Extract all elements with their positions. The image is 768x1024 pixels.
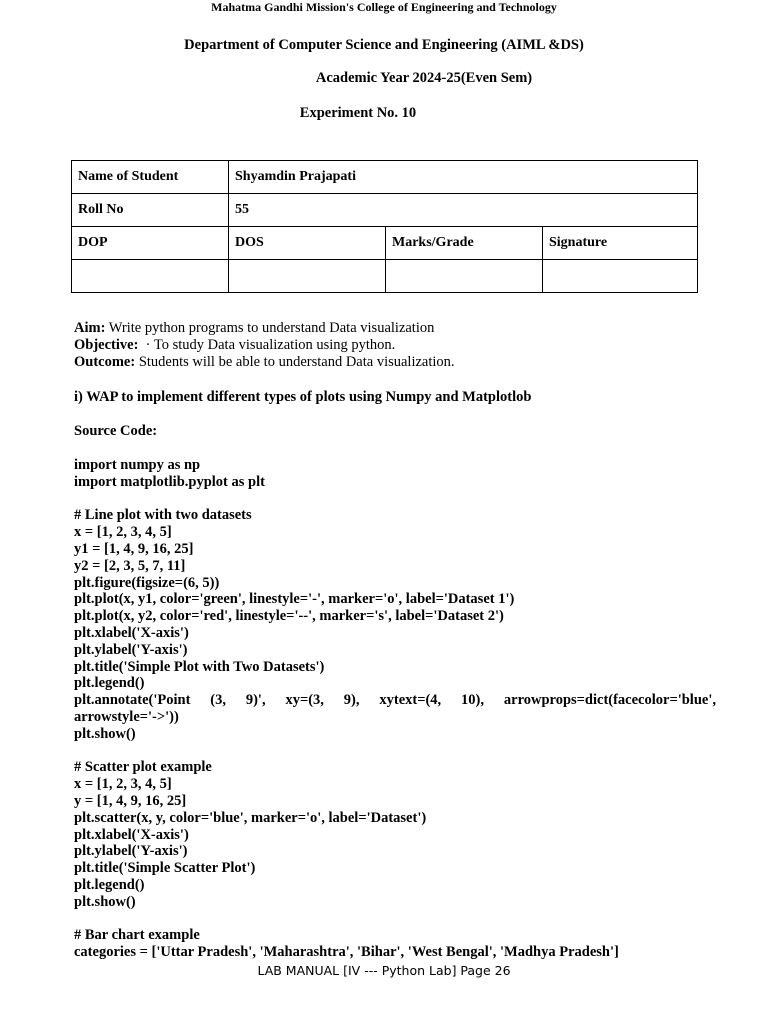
task-title: i) WAP to implement different types of plots using Numpy and Matplotlob <box>74 389 532 405</box>
table-row <box>72 194 698 227</box>
aim-line <box>74 320 724 337</box>
college-name: Mahatma Gandhi Mission's College of Engineering and Technology <box>211 0 557 14</box>
outcome-label: Outcome: <box>74 353 136 370</box>
code-line: plt.plot(x, y1, color='green', linestyle='-', marker='o', label='Dataset 1') <box>74 591 515 608</box>
intro-section <box>74 320 724 370</box>
dop-label: DOP <box>72 227 229 260</box>
code-line <box>74 743 724 760</box>
experiment-number: Experiment No. 10 <box>299 105 417 121</box>
student-info-table <box>71 160 698 293</box>
code-line: x = [1, 2, 3, 4, 5] <box>74 776 172 793</box>
code-line: import matplotlib.pyplot as plt <box>74 473 265 490</box>
table-row <box>72 227 698 260</box>
aim-label: Aim: <box>74 320 106 336</box>
code-line: plt.ylabel('Y-axis') <box>74 843 188 860</box>
name-label: Name of Student <box>72 161 229 194</box>
code-line: y1 = [1, 4, 9, 16, 25] <box>74 540 194 557</box>
source-code-label: Source Code: <box>74 423 158 439</box>
code-line: plt.show() <box>74 893 136 910</box>
code-line: plt.legend() <box>74 675 145 692</box>
code-line: # Line plot with two datasets <box>74 507 252 524</box>
code-line: # Scatter plot example <box>74 759 212 776</box>
table-row <box>72 260 698 293</box>
code-line: # Bar chart example <box>74 927 200 944</box>
roll-value: 55 <box>229 194 698 227</box>
code-line: plt.legend() <box>74 876 145 893</box>
code-line: plt.title('Simple Plot with Two Datasets') <box>74 658 325 675</box>
roll-label: Roll No <box>72 194 229 227</box>
code-line: x = [1, 2, 3, 4, 5] <box>74 524 172 541</box>
dos-cell <box>229 260 386 293</box>
code-line: y = [1, 4, 9, 16, 25] <box>74 792 187 809</box>
outcome-line <box>74 354 724 371</box>
code-line: plt.show() <box>74 725 136 742</box>
name-value: Shyamdin Prajapati <box>229 161 698 194</box>
objective-text: · To study Data visualization using python. <box>138 336 396 353</box>
code-line: plt.xlabel('X-axis') <box>74 624 189 641</box>
code-line: plt.figure(figsize=(6, 5)) <box>74 574 220 591</box>
code-line: plt.xlabel('X-axis') <box>74 826 189 843</box>
objective-label: Objective: <box>74 336 139 353</box>
code-line: categories = ['Uttar Pradesh', 'Maharashtra', 'Bihar', 'West Bengal', 'Madhya Pradesh'] <box>74 944 619 961</box>
code-line <box>74 911 724 928</box>
code-line: y2 = [2, 3, 5, 7, 11] <box>74 557 186 574</box>
code-line: plt.title('Simple Scatter Plot') <box>74 860 256 877</box>
dop-cell <box>72 260 229 293</box>
signature-label: Signature <box>543 227 698 260</box>
code-line: plt.annotate('Point (3, 9)', xy=(3, 9), xytext=(4, 10), arrowprops=dict(facecolor='blue', <box>74 692 716 709</box>
dos-label: DOS <box>229 227 386 260</box>
academic-year: Academic Year 2024-25(Even Sem) <box>315 70 533 86</box>
outcome-text: Students will be able to understand Data visualization. <box>135 353 455 370</box>
department-title: Department of Computer Science and Engineering (AIML &DS) <box>184 37 584 53</box>
source-code-block <box>74 457 724 961</box>
code-line: plt.scatter(x, y, color='blue', marker='o', label='Dataset') <box>74 809 427 826</box>
marks-label: Marks/Grade <box>386 227 543 260</box>
code-line: arrowstyle='->')) <box>74 708 179 725</box>
signature-cell <box>543 260 698 293</box>
aim-text: Write python programs to understand Data visualization <box>105 320 435 336</box>
page-footer: LAB MANUAL [IV --- Python Lab] Page 26 <box>257 963 511 978</box>
code-line <box>74 491 724 508</box>
code-line: import numpy as np <box>74 457 201 473</box>
table-row <box>72 161 698 194</box>
code-line: plt.plot(x, y2, color='red', linestyle='--', marker='s', label='Dataset 2') <box>74 608 504 625</box>
objective-line <box>74 337 724 354</box>
code-line: plt.ylabel('Y-axis') <box>74 641 188 658</box>
marks-cell <box>386 260 543 293</box>
